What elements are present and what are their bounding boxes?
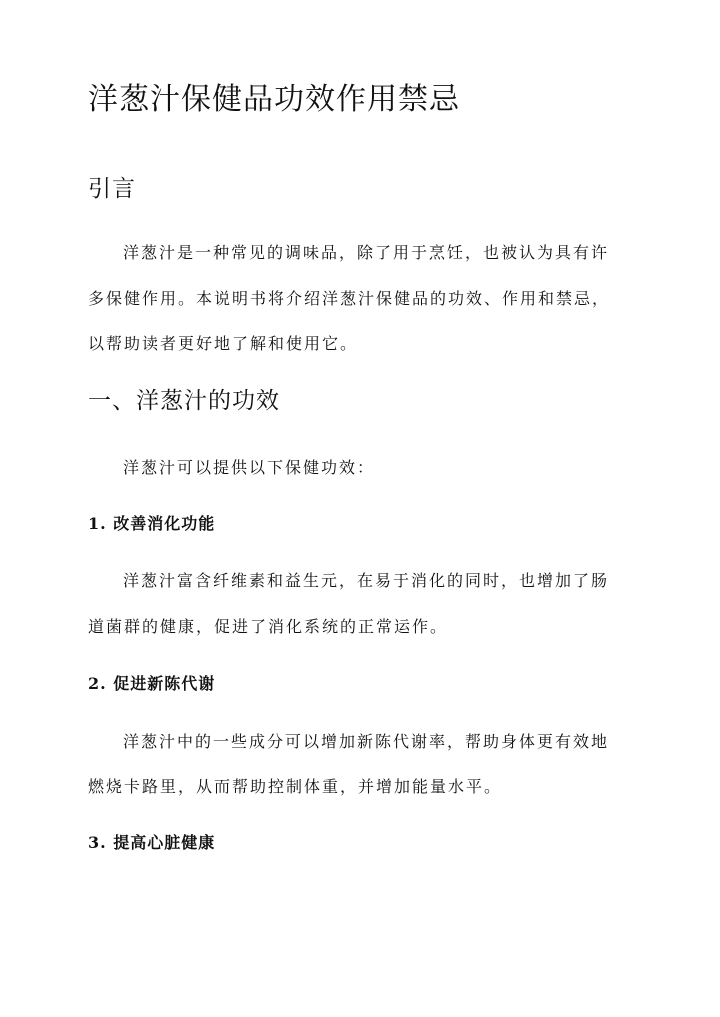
effect-item-heading: 1. 改善消化功能	[88, 514, 216, 533]
effect-item-text-line: 燃烧卡路里，从而帮助控制体重，并增加能量水平。	[88, 777, 503, 796]
intro-paragraph-line: 洋葱汁是一种常见的调味品，除了用于烹饪，也被认为具有许	[123, 243, 610, 262]
effect-item-heading: 3. 提高心脏健康	[88, 833, 216, 852]
document-title: 洋葱汁保健品功效作用禁忌	[88, 82, 460, 117]
effect-item-text-line: 洋葱汁富含纤维素和益生元，在易于消化的同时，也增加了肠	[123, 571, 610, 590]
effect-item-text-line: 道菌群的健康，促进了消化系统的正常运作。	[88, 617, 449, 636]
intro-heading: 引言	[88, 176, 136, 202]
intro-paragraph-line: 多保健作用。本说明书将介绍洋葱汁保健品的功效、作用和禁忌，	[88, 289, 611, 308]
effects-intro-line: 洋葱汁可以提供以下保健功效：	[123, 458, 376, 477]
section-heading-effects: 一、洋葱汁的功效	[88, 388, 280, 414]
effect-item-heading: 2. 促进新陈代谢	[88, 674, 216, 693]
effect-item-text-line: 洋葱汁中的一些成分可以增加新陈代谢率，帮助身体更有效地	[123, 732, 610, 751]
intro-paragraph-line: 以帮助读者更好地了解和使用它。	[88, 334, 359, 353]
